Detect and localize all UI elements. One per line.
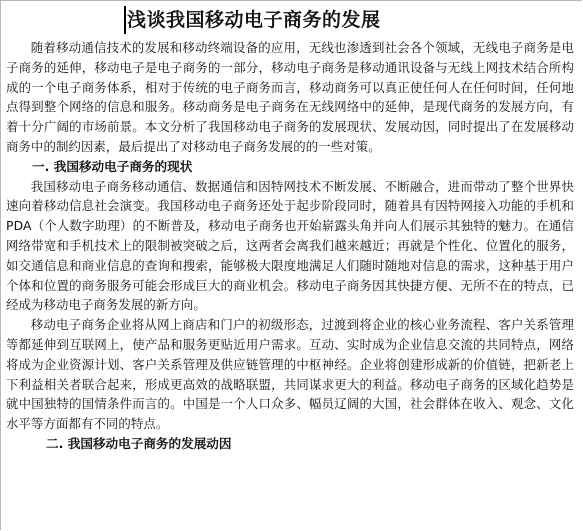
section-heading-current-status: 一. 我国移动电子商务的现状 <box>32 158 193 174</box>
body-paragraph: 移动电子商务企业将从网上商店和门户的初级形态，过渡到将企业的核心业务流程、客户关系管理等都延伸到互联网上，使产品和服务更贴近用户需求。互动、实时成为企业信息交流的共同特点，网络将成为企业资源计划、客户关系管理及供应链管理的中枢神经。企业将创建形成新的价值链，把新老上下利益相关者联合起来，形成更高效的战略联盟，共同谋求更大的利益。移动电子商务的区域化趋势是就中国独特的国情条件而言的。中国是一个人口众多、幅员辽阔的大国，社会群体在收入、观念、文化水平等方面都有不同的特点。 <box>6 317 574 432</box>
body-paragraph: 我国移动电子商务移动通信、数据通信和因特网技术不断发展、不断融合，进而带动了整个世界快速向着移动信息社会演变。我国移动电子商务还处于起步阶段同时，随着具有因特网接入功能的手机和 PDA（个人数字助理）的不断普及，移动电子商务也开始崭露头角并向人们展示其独特的魅力。在通信网络带宽和手机技术上的限制被突破之后，这两者会离我们越来越近；再就是个性化、位置化的服务，如交通信息和商业信息的查询和搜索，能够极大限度地满足人们随时随地对信息的需求，这种基于用户个体和位置的商务服务可能会形成巨大的商业机会。移动电子商务因其快捷方便、无所不在的特点，已经成为移动电子商务发展的新方向。 <box>6 178 574 313</box>
article-body <box>6 38 574 454</box>
section-heading-development-drivers: 二. 我国移动电子商务的发展动因 <box>46 435 232 451</box>
article-title: 浅谈我国移动电子商务的发展 <box>127 9 381 31</box>
text-cursor <box>124 6 126 34</box>
abstract-paragraph: 随着移动通信技术的发展和移动终端设备的应用，无线也渗透到社会各个领域，无线电子商务是电子商务的延伸，移动电子是电子商务的一部分，移动电子商务是移动通讯设备与无线上网技术结合所构成的一个电子商务体系，相对于传统的电子商务而言，移动商务可以真正使任何人在任何时间，任何地点得到整个网络的信息和服务。移动商务是电子商务在无线网络中的延伸，是现代商务的发展方向，有着十分广阔的市场前景。本文分析了我国移动电子商务的发展现状、发展动因，同时提出了在发展移动商务中的制约因素，最后提出了对移动电子商务发展的的一些对策。 <box>6 40 574 154</box>
